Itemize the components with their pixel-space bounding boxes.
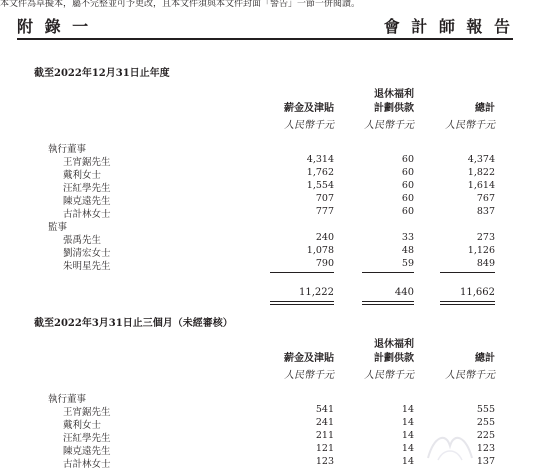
person-name: 汪紅學先生: [63, 183, 111, 194]
total-value: 1,126: [467, 245, 495, 256]
group-label-row: [0, 141, 550, 153]
col-heading-salary: 薪金及津貼: [284, 353, 334, 364]
total-double-rule: [362, 301, 414, 305]
grand-total: 11,662: [460, 287, 495, 298]
pension-value: 33: [401, 232, 414, 243]
salary-value: 1,554: [306, 180, 334, 191]
person-name: 戴利女士: [63, 420, 102, 431]
total-value: 837: [476, 206, 495, 217]
salary-value: 4,314: [306, 154, 334, 165]
salary-value: 707: [315, 193, 334, 204]
person-name: 汪紅學先生: [63, 433, 111, 444]
pension-value: 60: [401, 206, 414, 217]
table-row: [0, 206, 550, 218]
col-heading-pension-line2: 計劃供款: [374, 353, 414, 364]
report-title: 會 計 師 報 告: [383, 17, 513, 36]
salary-value: 1,762: [306, 167, 334, 178]
total-row: [0, 287, 550, 299]
page-header: [0, 14, 550, 36]
salary-value: 211: [315, 430, 334, 441]
group-label: 監事: [48, 222, 68, 233]
col-unit: 人民幣千元: [364, 120, 414, 131]
col-heading-pension-line2: 計劃供款: [374, 103, 414, 114]
total-value: 767: [476, 193, 495, 204]
group-label-row: [0, 391, 550, 403]
top-cut-text: 本文件為草擬本，屬不完整並可予更改，且本文件須與本文件封面「警告」一節一併閱讀。: [0, 0, 361, 9]
salary-value: 790: [315, 258, 334, 269]
pension-value: 59: [401, 258, 414, 269]
col-unit: 人民幣千元: [445, 370, 495, 381]
total-value: 273: [476, 232, 495, 243]
pension-value: 14: [401, 404, 414, 415]
total-value: 1,822: [467, 167, 495, 178]
pension-value: 14: [401, 443, 414, 454]
col-heading-total: 總計: [475, 103, 495, 114]
pension-value: 14: [401, 456, 414, 467]
subtotal-rule: [270, 272, 334, 273]
total-value: 137: [476, 456, 495, 467]
salary-value: 241: [315, 417, 334, 428]
table-row: [0, 180, 550, 192]
group-label: 執行董事: [48, 144, 87, 155]
total-value: 225: [476, 430, 495, 441]
total-double-rule: [270, 301, 334, 305]
person-name: 劉清宏女士: [63, 248, 111, 259]
pension-value: 14: [401, 430, 414, 441]
total-value: 555: [476, 404, 495, 415]
pension-value: 60: [401, 193, 414, 204]
table-row: [0, 245, 550, 257]
pension-value: 48: [401, 245, 414, 256]
col-heading-pension-line1: 退休福利: [374, 89, 414, 100]
watermark-logo: [424, 430, 476, 464]
col-unit: 人民幣千元: [284, 370, 334, 381]
section-title: 截至2022年3月31日止三個月（未經審核）: [34, 318, 233, 329]
table-row: [0, 417, 550, 429]
total-value: 849: [476, 258, 495, 269]
group-label-row: [0, 219, 550, 231]
group-label: 執行董事: [48, 394, 87, 405]
appendix-label: 附 錄 一: [17, 17, 92, 36]
person-name: 古計林女士: [63, 209, 111, 220]
person-name: 戴利女士: [63, 170, 102, 181]
total-double-rule: [440, 301, 495, 305]
table-row: [0, 154, 550, 166]
person-name: 古計林女士: [63, 459, 111, 470]
person-name: 朱明星先生: [63, 261, 111, 272]
person-name: 張禹先生: [63, 235, 102, 246]
col-heading-pension-line1: 退休福利: [374, 339, 414, 350]
salary-total: 11,222: [299, 287, 334, 298]
pension-value: 60: [401, 167, 414, 178]
table-row: [0, 404, 550, 416]
pension-total: 440: [394, 287, 414, 298]
table-row: [0, 193, 550, 205]
table-row: [0, 167, 550, 179]
col-heading-salary: 薪金及津貼: [284, 103, 334, 114]
subtotal-rule: [362, 272, 414, 273]
total-value: 255: [476, 417, 495, 428]
subtotal-rule: [440, 272, 495, 273]
col-unit: 人民幣千元: [284, 120, 334, 131]
table-row: [0, 258, 550, 270]
salary-value: 1,078: [306, 245, 334, 256]
person-name: 王宵鋸先生: [63, 407, 111, 418]
col-unit: 人民幣千元: [364, 370, 414, 381]
section-title: 截至2022年12月31日止年度: [34, 68, 170, 79]
person-name: 王宵鋸先生: [63, 157, 111, 168]
salary-value: 123: [315, 456, 334, 467]
total-value: 123: [476, 443, 495, 454]
person-name: 陳克遠先生: [63, 446, 111, 457]
col-unit: 人民幣千元: [445, 120, 495, 131]
salary-value: 121: [315, 443, 334, 454]
col-heading-total: 總計: [475, 353, 495, 364]
total-value: 1,614: [467, 180, 495, 191]
salary-value: 240: [315, 232, 334, 243]
pension-value: 14: [401, 417, 414, 428]
pension-value: 60: [401, 180, 414, 191]
pension-value: 60: [401, 154, 414, 165]
person-name: 陳克遠先生: [63, 196, 111, 207]
salary-value: 541: [315, 404, 334, 415]
salary-value: 777: [315, 206, 334, 217]
total-value: 4,374: [467, 154, 495, 165]
header-rule: [17, 38, 513, 40]
table-row: [0, 232, 550, 244]
